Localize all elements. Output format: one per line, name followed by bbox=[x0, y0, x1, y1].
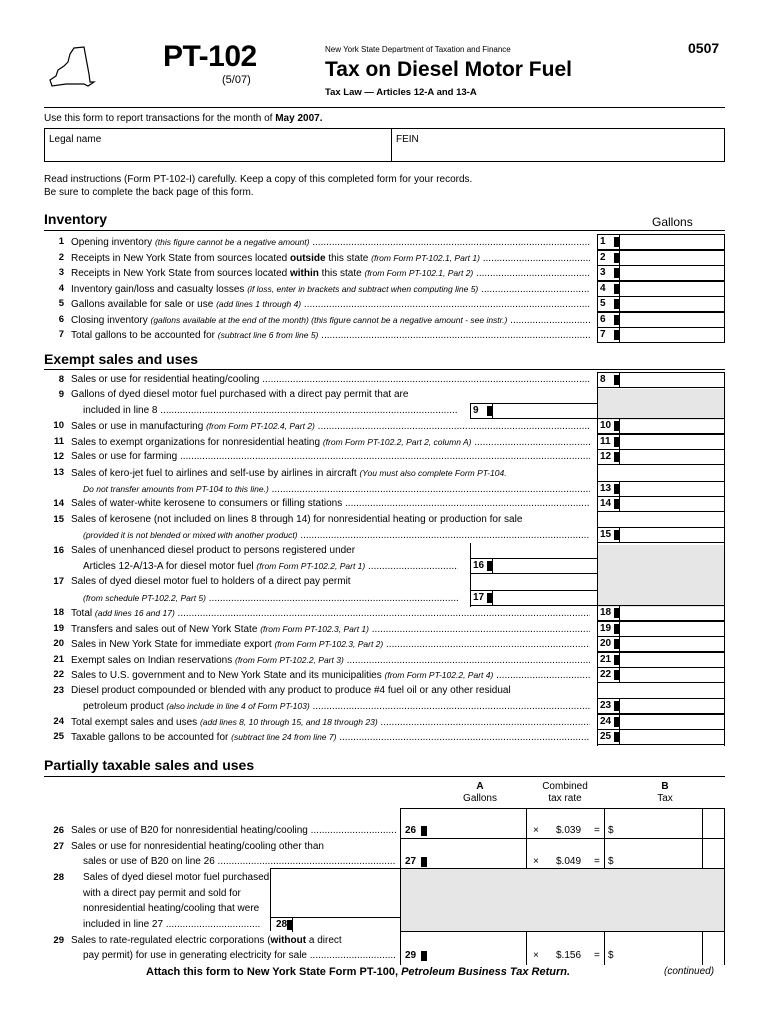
line-6-number: 6 bbox=[600, 313, 606, 325]
line-22-input[interactable] bbox=[621, 668, 723, 681]
line-2-label: 2 bbox=[58, 251, 64, 263]
line-5-label: 5 bbox=[58, 298, 64, 309]
inventory-line-1-text: Opening inventory (this figure cannot be a negative amount) ..... bbox=[71, 236, 590, 249]
new-york-state-map-logo bbox=[44, 46, 96, 90]
partial-line-cont-text: included in line 27 ..... bbox=[83, 919, 261, 931]
line-marker-icon bbox=[487, 593, 493, 603]
line-25-input[interactable] bbox=[621, 730, 723, 743]
exempt-line-9-text: Gallons of dyed diesel motor fuel purchased with a direct pay permit that are bbox=[71, 389, 409, 400]
line-18-label: 18 bbox=[53, 607, 64, 618]
line-marker-icon bbox=[614, 670, 620, 680]
exempt-line-17-text: (from schedule PT-102.2, Part 5) ..... bbox=[83, 592, 458, 605]
col-b-tax: Tax bbox=[657, 793, 673, 804]
line-11-number: 11 bbox=[600, 436, 611, 447]
partial-line-28-text: Sales of dyed diesel motor fuel purchased bbox=[83, 872, 270, 883]
line-27-label: 27 bbox=[53, 841, 64, 852]
line-21-label: 21 bbox=[53, 654, 64, 665]
exempt-line-11-text: Sales to exempt organizations for nonresidential heating (from Form PT-102.2, Part 2, column A) ..... bbox=[71, 436, 590, 449]
partial-line-26-text: Sales or use of B20 for nonresidential heating/cooling ..... bbox=[71, 825, 396, 837]
dollar-sign: $ bbox=[608, 950, 614, 961]
line-9-input[interactable] bbox=[494, 404, 596, 417]
rate-label: Combined bbox=[542, 781, 588, 792]
line-29-number: 29 bbox=[405, 950, 417, 961]
line-19-number: 19 bbox=[600, 623, 612, 634]
line-4-label: 4 bbox=[58, 282, 64, 294]
line-marker-icon bbox=[614, 315, 620, 325]
line-7-input[interactable] bbox=[621, 328, 723, 341]
times-sign: × bbox=[533, 856, 539, 867]
exempt-line-16-text: Sales of unenhanced diesel product to persons registered under bbox=[71, 545, 356, 556]
line-24-label: 24 bbox=[53, 716, 64, 727]
line-3-label: 3 bbox=[58, 267, 64, 278]
rate-label-2: tax rate bbox=[548, 793, 582, 804]
exempt-line-10-text: Sales or use in manufacturing (from Form PT-102.4, Part 2) ..... bbox=[71, 420, 590, 433]
line-29-label: 29 bbox=[53, 935, 64, 946]
line-29-rate: $.156 bbox=[556, 950, 582, 961]
line-3-input[interactable] bbox=[621, 266, 723, 279]
line-27-number: 27 bbox=[405, 856, 417, 867]
line-12-input[interactable] bbox=[621, 450, 723, 463]
line-marker-icon bbox=[614, 253, 620, 263]
gallons-column-header: Gallons bbox=[652, 215, 693, 229]
line-marker-icon bbox=[614, 530, 620, 540]
exempt-line-23-text: petroleum product (also include in line 4 of Form PT-103) ..... bbox=[83, 700, 590, 713]
line-13-input[interactable] bbox=[621, 482, 723, 495]
line-24-number: 24 bbox=[600, 716, 612, 727]
line-23-label: 23 bbox=[53, 685, 64, 696]
line-13-label: 13 bbox=[53, 467, 64, 478]
line-25-label: 25 bbox=[53, 731, 64, 742]
inventory-line-4-text: Inventory gain/loss and casualty losses (if loss, enter in brackets and subtract when computing line 5) ..... bbox=[71, 283, 590, 296]
line-16-label: 16 bbox=[53, 545, 64, 556]
department: New York State Department of Taxation and Finance bbox=[325, 45, 511, 54]
exempt-line-22-text: Sales to U.S. government and to New York State and its municipalities (from Form PT-102.2, Part 4) ..... bbox=[71, 669, 590, 682]
line-18-number: 18 bbox=[600, 607, 612, 618]
line-20-number: 20 bbox=[600, 638, 612, 649]
line-2-input[interactable] bbox=[621, 251, 723, 264]
line-marker-icon bbox=[614, 421, 620, 431]
line-8-label: 8 bbox=[58, 374, 64, 385]
line-29-gallons-input[interactable] bbox=[430, 946, 524, 964]
line-marker-icon bbox=[614, 452, 620, 462]
line-marker-icon bbox=[614, 624, 620, 634]
col-b-label: B bbox=[661, 781, 669, 792]
line-17-input[interactable] bbox=[494, 591, 596, 604]
line-19-input[interactable] bbox=[621, 622, 723, 635]
exempt-line-13-text: Sales of kero-jet fuel to airlines and self-use by airlines in aircraft (You must also complete Form PT-104. bbox=[71, 468, 507, 479]
line-26-rate: $.039 bbox=[556, 825, 582, 836]
exempt-line-24-text: Total exempt sales and uses (add lines 8, 10 through 15, and 18 through 23) ..... bbox=[71, 716, 590, 729]
line-20-label: 20 bbox=[53, 638, 64, 649]
line-6-input[interactable] bbox=[621, 313, 723, 326]
line-marker-icon bbox=[614, 484, 620, 494]
line-11-label: 11 bbox=[53, 436, 64, 447]
line-10-label: 10 bbox=[53, 420, 64, 431]
attach-note: Attach this form to New York State Form PT-100, Petroleum Business Tax Return. bbox=[146, 966, 571, 978]
line-26-number: 26 bbox=[405, 825, 417, 836]
dollar-sign: $ bbox=[608, 825, 614, 836]
line-4-input[interactable] bbox=[621, 282, 723, 295]
exempt-line-17-text: Sales of dyed diesel motor fuel to holders of a direct pay permit bbox=[71, 576, 351, 587]
exempt-line-20-text: Sales in New York State for immediate export (from Form PT-102.3, Part 2) ..... bbox=[71, 638, 590, 651]
legal-name-label: Legal name bbox=[49, 134, 102, 145]
line-15-label: 15 bbox=[53, 514, 64, 525]
line-2-number: 2 bbox=[600, 251, 606, 263]
line-7-label: 7 bbox=[58, 329, 64, 340]
equals-sign: = bbox=[594, 825, 600, 836]
line-13-number: 13 bbox=[600, 483, 612, 494]
line-27-tax-input[interactable] bbox=[618, 852, 700, 870]
line-27-gallons-input[interactable] bbox=[430, 852, 524, 870]
line-15-input[interactable] bbox=[621, 528, 723, 541]
line-marker-icon bbox=[487, 406, 493, 416]
line-marker-icon bbox=[614, 375, 620, 385]
times-sign: × bbox=[533, 825, 539, 836]
line-22-number: 22 bbox=[600, 669, 612, 680]
line-1-label: 1 bbox=[58, 236, 64, 247]
inventory-line-6-text: Closing inventory (gallons available at the end of the month) (this figure cannot be a negative amount - see instr.) ..... bbox=[71, 314, 590, 327]
legal-name-input[interactable] bbox=[49, 146, 389, 160]
line-27-rate: $.049 bbox=[556, 856, 582, 867]
exempt-line-9-text: included in line 8 ..... bbox=[83, 405, 458, 417]
inventory-line-2-text: Receipts in New York State from sources located outside this state (from Form PT-102.1, Part 1) ..... bbox=[71, 252, 590, 265]
line-1-number: 1 bbox=[600, 236, 606, 247]
line-8-number: 8 bbox=[600, 374, 606, 385]
line-29-tax-input[interactable] bbox=[618, 946, 700, 964]
line-12-number: 12 bbox=[600, 451, 612, 462]
line-19-label: 19 bbox=[53, 623, 64, 634]
line-28-label: 28 bbox=[53, 872, 64, 883]
exempt-line-21-text: Exempt sales on Indian reservations (from Form PT-102.2, Part 3) ..... bbox=[71, 654, 590, 667]
exempt-line-19-text: Transfers and sales out of New York State (from Form PT-102.3, Part 1) ..... bbox=[71, 623, 590, 636]
line-marker-icon bbox=[421, 951, 427, 961]
line-28-input[interactable] bbox=[296, 918, 398, 931]
line-marker-icon bbox=[614, 237, 620, 247]
line-4-number: 4 bbox=[600, 282, 606, 294]
line-marker-icon bbox=[614, 639, 620, 649]
exempt-line-16-text: Articles 12-A/13-A for diesel motor fuel (from Form PT-102.2, Part 1) ..... bbox=[83, 560, 458, 573]
line-7-number: 7 bbox=[600, 329, 606, 340]
line-marker-icon bbox=[614, 701, 620, 711]
equals-sign: = bbox=[594, 950, 600, 961]
exempt-line-23-text: Diesel product compounded or blended with any product to produce #4 fuel oil or any other residual bbox=[71, 685, 511, 696]
line-marker-icon bbox=[614, 268, 620, 278]
exempt-line-13-text: Do not transfer amounts from PT-104 to this line.) ..... bbox=[83, 483, 590, 496]
line-marker-icon bbox=[487, 561, 493, 571]
partial-line-cont-text: pay permit) for use in generating electricity for sale ..... bbox=[83, 950, 396, 962]
inventory-line-3-text: Receipts in New York State from sources located within this state (from Form PT-102.1, Part 2) ..... bbox=[71, 267, 590, 280]
exempt-line-14-text: Sales of water-white kerosene to consumers or filling stations ..... bbox=[71, 498, 590, 510]
line-marker-icon bbox=[614, 330, 620, 340]
line-14-input[interactable] bbox=[621, 497, 723, 510]
line-8-input[interactable] bbox=[621, 373, 723, 386]
month-note: Use this form to report transactions for the month of May 2007. bbox=[44, 113, 323, 124]
line-20-input[interactable] bbox=[621, 637, 723, 650]
form-id: PT-102 bbox=[163, 40, 257, 73]
continued-label: (continued) bbox=[664, 966, 715, 977]
line-11-input[interactable] bbox=[621, 435, 723, 448]
line-3-number: 3 bbox=[600, 267, 606, 278]
line-marker-icon bbox=[614, 732, 620, 742]
partial-line-29-text: Sales to rate-regulated electric corporations (without a direct bbox=[71, 935, 342, 946]
fein-input[interactable] bbox=[396, 146, 721, 160]
line-5-input[interactable] bbox=[621, 297, 723, 310]
line-14-label: 14 bbox=[53, 498, 64, 509]
line-marker-icon bbox=[614, 499, 620, 509]
line-21-number: 21 bbox=[600, 654, 612, 665]
line-17-number: 17 bbox=[473, 592, 485, 603]
col-a-gallons: Gallons bbox=[463, 793, 497, 804]
exempt-line-15-text: Sales of kerosene (not included on lines 8 through 14) for nonresidential heating or production for sale bbox=[71, 514, 523, 525]
line-22-label: 22 bbox=[53, 669, 64, 680]
form-code: 0507 bbox=[688, 40, 720, 56]
line-marker-icon bbox=[614, 655, 620, 665]
line-marker-icon bbox=[421, 826, 427, 836]
line-6-label: 6 bbox=[58, 313, 64, 325]
line-23-number: 23 bbox=[600, 700, 612, 711]
line-marker-icon bbox=[614, 299, 620, 309]
line-14-number: 14 bbox=[600, 498, 612, 509]
line-marker-icon bbox=[614, 608, 620, 618]
line-16-input[interactable] bbox=[494, 559, 596, 572]
tax-law: Tax Law — Articles 12-A and 13-A bbox=[325, 87, 477, 98]
line-21-input[interactable] bbox=[621, 653, 723, 666]
equals-sign: = bbox=[594, 856, 600, 867]
partial-line-cont-text: with a direct pay permit and sold for bbox=[83, 888, 241, 899]
line-26-tax-input[interactable] bbox=[618, 821, 700, 839]
line-28-number: 28 bbox=[276, 919, 288, 930]
col-a-label: A bbox=[476, 781, 484, 792]
line-10-number: 10 bbox=[600, 420, 612, 431]
line-9-label: 9 bbox=[58, 389, 64, 400]
line-10-input[interactable] bbox=[621, 419, 723, 432]
times-sign: × bbox=[533, 950, 539, 961]
line-15-number: 15 bbox=[600, 529, 612, 540]
exempt-line-12-text: Sales or use for farming ..... bbox=[71, 451, 590, 463]
line-18-input[interactable] bbox=[621, 606, 723, 619]
line-26-gallons-input[interactable] bbox=[430, 821, 524, 839]
exempt-line-8-text: Sales or use for residential heating/cooling ..... bbox=[71, 374, 590, 386]
line-marker-icon bbox=[614, 437, 620, 447]
dollar-sign: $ bbox=[608, 856, 614, 867]
line-marker-icon bbox=[287, 920, 293, 930]
line-marker-icon bbox=[421, 857, 427, 867]
partial-line-cont-text: sales or use of B20 on line 26 ..... bbox=[83, 856, 396, 868]
exempt-line-18-text: Total (add lines 16 and 17) ..... bbox=[71, 607, 590, 620]
line-25-number: 25 bbox=[600, 731, 612, 742]
line-12-label: 12 bbox=[53, 451, 64, 462]
line-marker-icon bbox=[614, 717, 620, 727]
fein-label: FEIN bbox=[396, 134, 419, 145]
inventory-heading: Inventory bbox=[44, 211, 108, 227]
instruction-1: Read instructions (Form PT-102-I) carefully. Keep a copy of this completed form for your records. bbox=[44, 174, 473, 185]
line-5-number: 5 bbox=[600, 298, 606, 309]
line-9-number: 9 bbox=[473, 405, 479, 416]
line-16-number: 16 bbox=[473, 560, 485, 571]
partial-line-cont-text: nonresidential heating/cooling that were bbox=[83, 903, 260, 914]
inventory-line-7-text: Total gallons to be accounted for (subtract line 6 from line 5) ..... bbox=[71, 329, 590, 342]
exempt-line-15-text: (provided it is not blended or mixed with another product) ..... bbox=[83, 529, 590, 542]
exempt-line-25-text: Taxable gallons to be accounted for (subtract line 24 from line 7) ..... bbox=[71, 731, 590, 744]
inventory-line-5-text: Gallons available for sale or use (add lines 1 through 4) ..... bbox=[71, 298, 590, 311]
line-1-input[interactable] bbox=[621, 235, 723, 248]
exempt-heading: Exempt sales and uses bbox=[44, 351, 199, 367]
line-26-label: 26 bbox=[53, 825, 64, 836]
line-24-input[interactable] bbox=[621, 715, 723, 728]
partial-line-27-text: Sales or use for nonresidential heating/cooling other than bbox=[71, 841, 324, 852]
form-revision: (5/07) bbox=[222, 74, 251, 86]
instruction-2: Be sure to complete the back page of this form. bbox=[44, 187, 254, 198]
line-17-label: 17 bbox=[53, 576, 64, 587]
form-title: Tax on Diesel Motor Fuel bbox=[325, 58, 572, 81]
partial-heading: Partially taxable sales and uses bbox=[44, 757, 255, 773]
line-23-input[interactable] bbox=[621, 699, 723, 712]
line-marker-icon bbox=[614, 284, 620, 294]
